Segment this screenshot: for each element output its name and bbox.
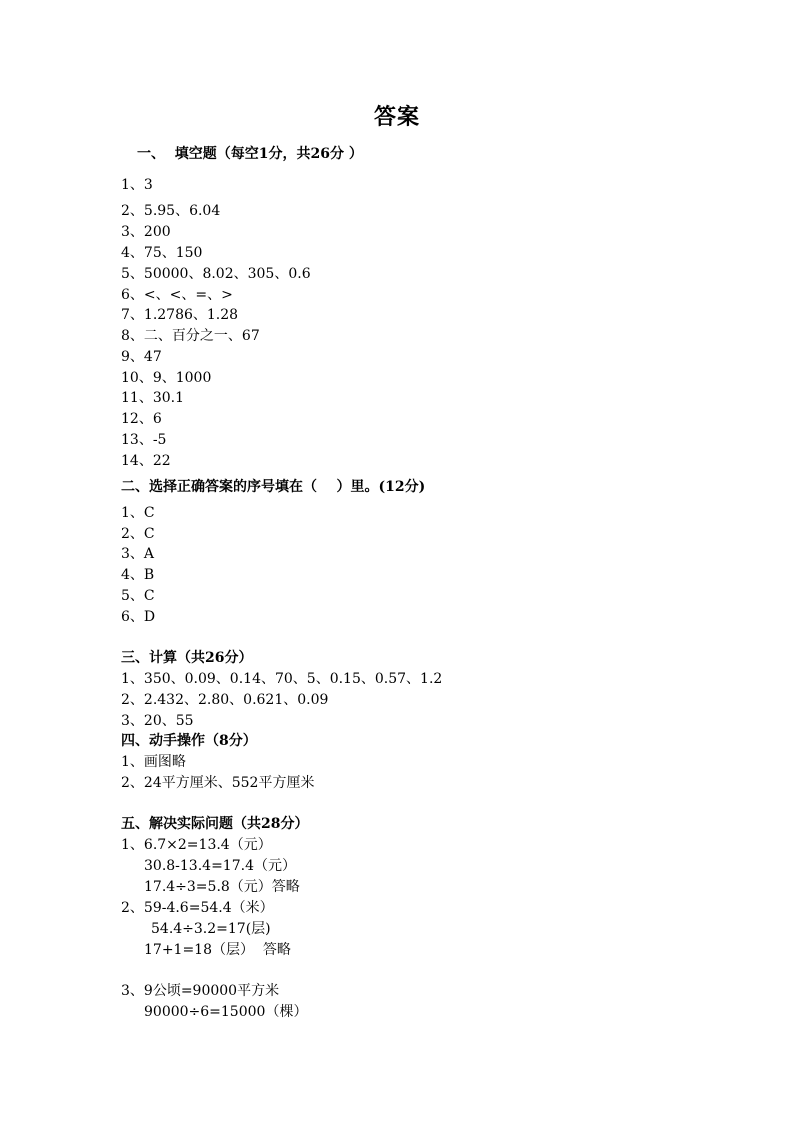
- page-title: 答案: [373, 104, 420, 130]
- answer-line: 3、A: [121, 546, 155, 562]
- answer-line: 6、<、<、=、>: [121, 287, 233, 303]
- answer-line: 2、24平方厘米、552平方厘米: [121, 775, 315, 791]
- answer-line: 2、C: [121, 526, 155, 542]
- answer-line: 1、350、0.09、0.14、70、5、0.15、0.57、1.2: [121, 671, 443, 687]
- answer-line: 2、2.432、2.80、0.621、0.09: [121, 692, 329, 708]
- answer-line: 90000÷6=15000（棵）: [144, 1004, 308, 1020]
- answer-line: 1、3: [121, 177, 153, 193]
- answer-line: 1、6.7×2=13.4（元）: [121, 837, 272, 853]
- answer-line: 2、5.95、6.04: [121, 203, 221, 219]
- answer-line: 17+1=18（层） 答略: [144, 942, 291, 958]
- answer-line: 3、20、55: [121, 713, 194, 729]
- section-heading-multiple-choice: 二、选择正确答案的序号填在（ ）里。(12分): [121, 479, 426, 495]
- answer-line: 1、画图略: [121, 754, 186, 770]
- answer-line: 4、B: [121, 567, 155, 583]
- answer-line: 17.4÷3=5.8（元）答略: [144, 879, 300, 895]
- answer-line: 4、75、150: [121, 245, 203, 261]
- answer-line: 5、C: [121, 588, 155, 604]
- answer-line: 12、6: [121, 411, 162, 427]
- section-heading-fill-in-blanks: 一、 填空题（每空1分，共26分 ）: [137, 146, 363, 162]
- section-heading-word-problems: 五、解决实际问题（共28分）: [121, 816, 309, 832]
- answer-line: 14、22: [121, 453, 171, 469]
- answer-line: 54.4÷3.2=17(层): [151, 921, 271, 937]
- section-heading-hands-on: 四、动手操作（8分）: [121, 733, 257, 749]
- answer-line: 11、30.1: [121, 390, 184, 406]
- answer-line: 30.8-13.4=17.4（元）: [144, 858, 296, 874]
- answer-line: 3、9公顷=90000平方米: [121, 983, 280, 999]
- answer-line: 9、47: [121, 349, 162, 365]
- answer-line: 8、二、百分之一、67: [121, 328, 260, 344]
- answer-line: 3、200: [121, 224, 171, 240]
- answer-line: 10、9、1000: [121, 370, 212, 386]
- answer-line: 1、C: [121, 505, 155, 521]
- answer-line: 2、59-4.6=54.4（米）: [121, 900, 274, 916]
- answer-line: 5、50000、8.02、305、0.6: [121, 266, 311, 282]
- answer-line: 7、1.2786、1.28: [121, 307, 239, 323]
- answer-line: 13、-5: [121, 432, 167, 448]
- answer-line: 6、D: [121, 609, 156, 625]
- section-heading-calculation: 三、计算（共26分）: [121, 650, 253, 666]
